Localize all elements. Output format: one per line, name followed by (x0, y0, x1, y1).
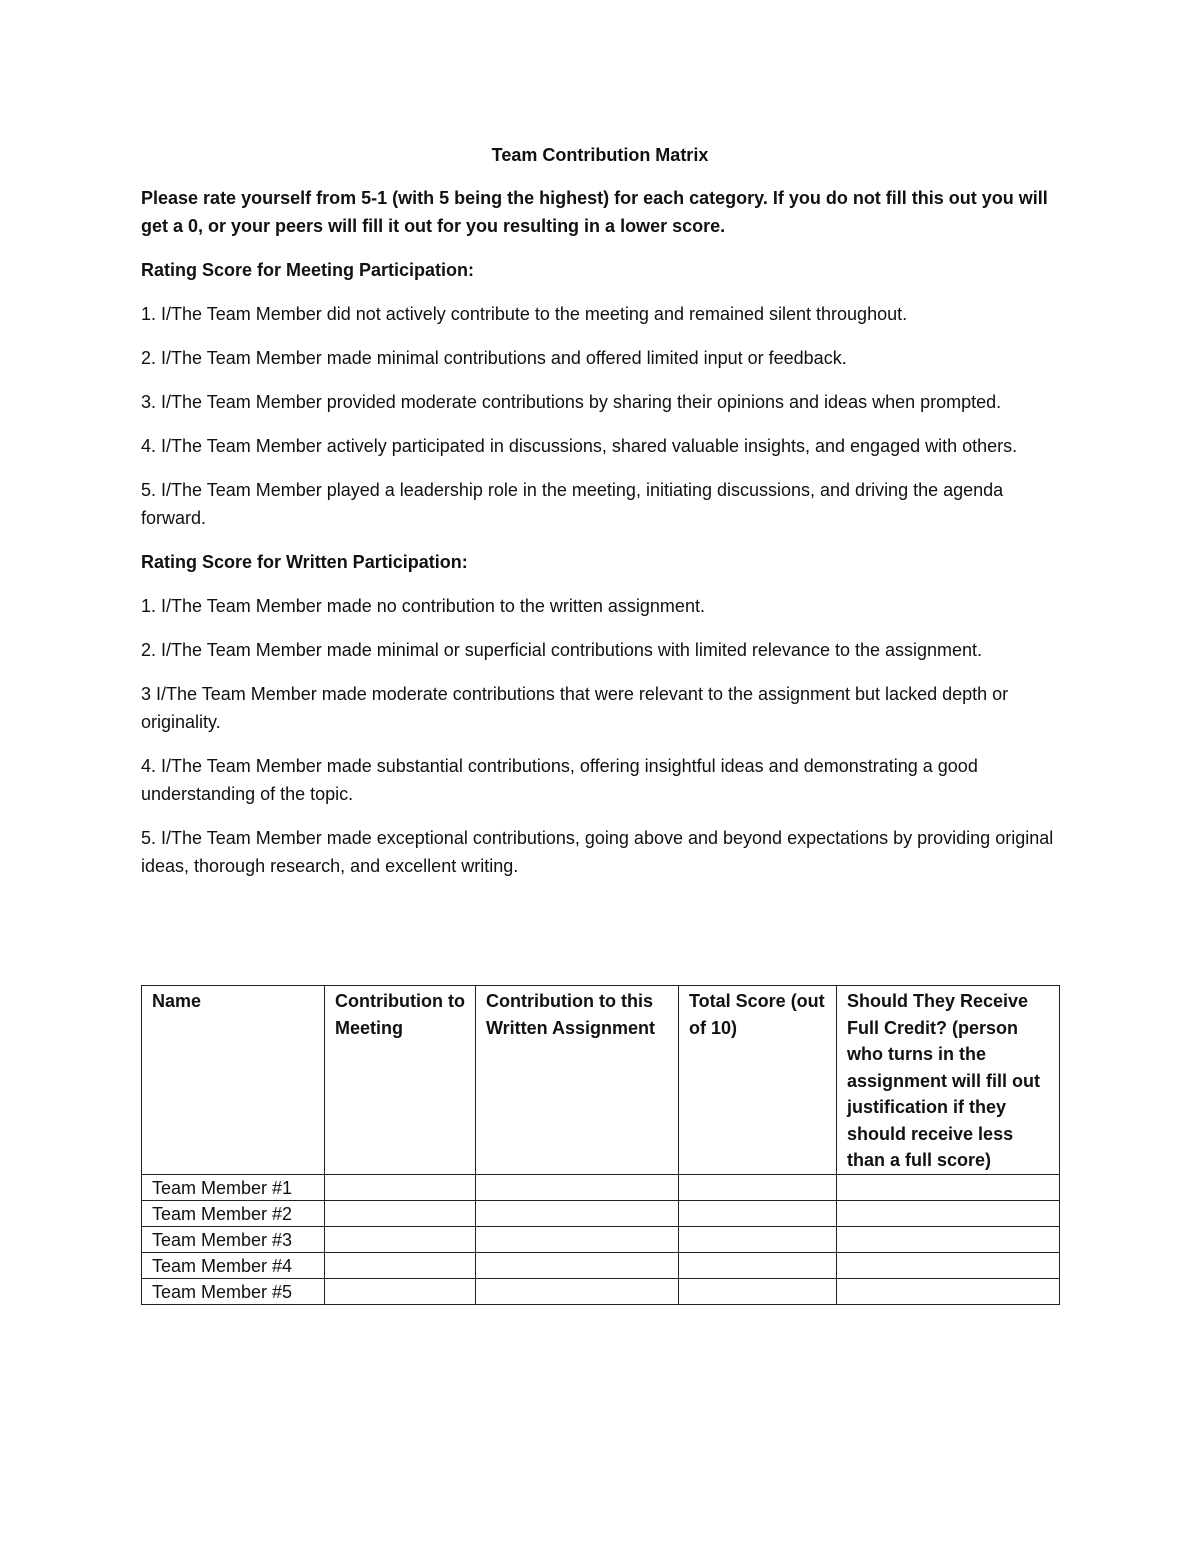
table-row (142, 1174, 1060, 1200)
full-credit-cell[interactable] (837, 1252, 1060, 1278)
total-score-cell[interactable] (679, 1200, 837, 1226)
meeting-rating-1: 1. I/The Team Member did not actively contribute to the meeting and remained silent throughout. (141, 304, 908, 324)
column-header-name: Name (142, 986, 325, 1175)
meeting-rating-3: 3. I/The Team Member provided moderate contributions by sharing their opinions and ideas when prompted. (141, 392, 1002, 412)
contribution-matrix-table (141, 985, 1060, 1305)
column-header-full-credit: Should They Receive Full Credit? (person who turns in the assignment will fill out justification if they should receive less than a full score) (837, 986, 1060, 1175)
member-name-cell: Team Member #5 (142, 1278, 325, 1304)
meeting-rating-4: 4. I/The Team Member actively participated in discussions, shared valuable insights, and engaged with others. (141, 436, 1018, 456)
written-score-cell[interactable] (476, 1226, 679, 1252)
total-score-cell[interactable] (679, 1226, 837, 1252)
written-score-cell[interactable] (476, 1200, 679, 1226)
column-header-written: Contribution to this Written Assignment (476, 986, 679, 1175)
member-name-cell: Team Member #4 (142, 1252, 325, 1278)
meeting-rating-2: 2. I/The Team Member made minimal contributions and offered limited input or feedback. (141, 348, 847, 368)
written-rating-2: 2. I/The Team Member made minimal or superficial contributions with limited relevance to the assignment. (141, 640, 983, 660)
document-body (141, 141, 1059, 880)
meeting-score-cell[interactable] (325, 1226, 476, 1252)
written-rating-1: 1. I/The Team Member made no contribution to the written assignment. (141, 596, 705, 616)
meeting-score-cell[interactable] (325, 1252, 476, 1278)
full-credit-cell[interactable] (837, 1174, 1060, 1200)
meeting-score-cell[interactable] (325, 1278, 476, 1304)
table-row (142, 1278, 1060, 1304)
instructions: Please rate yourself from 5-1 (with 5 being the highest) for each category. If you do not fill this out you will get a 0, or your peers will fill it out for you resulting in a lower score. (141, 188, 1048, 236)
total-score-cell[interactable] (679, 1278, 837, 1304)
total-score-cell[interactable] (679, 1174, 837, 1200)
column-header-total: Total Score (out of 10) (679, 986, 837, 1175)
table-row (142, 1226, 1060, 1252)
written-rating-5: 5. I/The Team Member made exceptional contributions, going above and beyond expectations by providing original ideas, thorough research, and excellent writing. (141, 828, 1054, 876)
total-score-cell[interactable] (679, 1252, 837, 1278)
meeting-score-cell[interactable] (325, 1200, 476, 1226)
full-credit-cell[interactable] (837, 1200, 1060, 1226)
table-row (142, 1200, 1060, 1226)
meeting-heading: Rating Score for Meeting Participation: (141, 260, 475, 280)
table-header-row (142, 986, 1060, 1175)
table-row (142, 1252, 1060, 1278)
written-heading: Rating Score for Written Participation: (141, 552, 468, 572)
written-rating-3: 3 I/The Team Member made moderate contributions that were relevant to the assignment but lacked depth or originality. (141, 684, 1009, 732)
column-header-meeting: Contribution to Meeting (325, 986, 476, 1175)
full-credit-cell[interactable] (837, 1278, 1060, 1304)
meeting-score-cell[interactable] (325, 1174, 476, 1200)
written-score-cell[interactable] (476, 1174, 679, 1200)
full-credit-cell[interactable] (837, 1226, 1060, 1252)
meeting-rating-5: 5. I/The Team Member played a leadership role in the meeting, initiating discussions, and driving the agenda forward. (141, 480, 1004, 528)
written-score-cell[interactable] (476, 1278, 679, 1304)
page-title: Team Contribution Matrix (491, 145, 709, 165)
member-name-cell: Team Member #1 (142, 1174, 325, 1200)
member-name-cell: Team Member #3 (142, 1226, 325, 1252)
written-score-cell[interactable] (476, 1252, 679, 1278)
written-rating-4: 4. I/The Team Member made substantial contributions, offering insightful ideas and demonstrating a good understanding of the topic. (141, 756, 978, 804)
member-name-cell: Team Member #2 (142, 1200, 325, 1226)
